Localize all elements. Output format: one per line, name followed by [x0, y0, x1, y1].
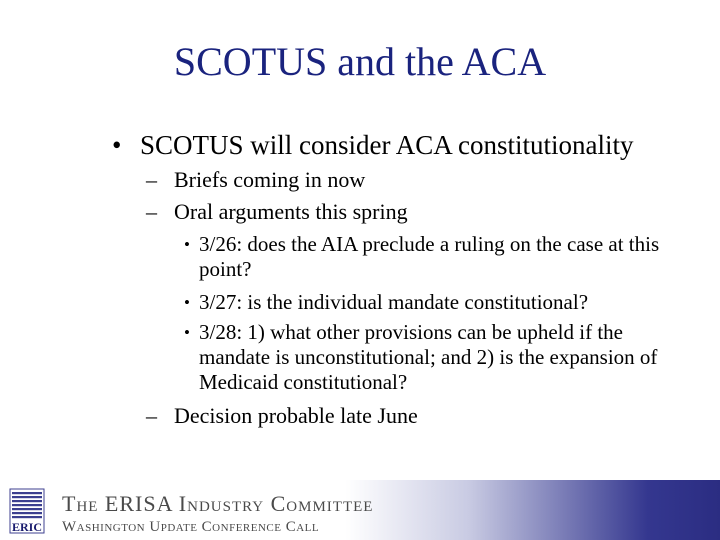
dash-icon: –	[146, 167, 157, 192]
detail-bullet-text: 3/26: does the AIA preclude a ruling on the case at this point?	[199, 232, 660, 281]
dash-icon: –	[146, 199, 157, 224]
eric-logo	[8, 487, 48, 535]
bullet-icon: •	[184, 293, 190, 312]
detail-bullet-text: 3/27: is the individual mandate constitutional?	[199, 290, 589, 314]
bullet-icon: •	[184, 235, 190, 254]
footer-banner	[0, 480, 720, 540]
org-subtitle: Washington Update Conference Call	[62, 519, 320, 535]
org-branding	[62, 492, 373, 536]
slide-title: SCOTUS and the ACA	[173, 39, 547, 84]
bullet-icon: •	[184, 323, 190, 342]
main-bullet-text: SCOTUS will consider ACA constitutionality	[140, 130, 634, 160]
org-name: The ERISA Industry Committee	[62, 491, 374, 516]
bullet-icon: •	[112, 130, 122, 160]
sub-bullet-text: Decision probable late June	[174, 403, 418, 428]
svg-text:ERIC: ERIC	[11, 520, 43, 534]
sub-bullet-text: Oral arguments this spring	[174, 199, 408, 224]
detail-bullet-text: 3/28: 1) what other provisions can be upheld if the mandate is unconstitutional; and 2) is the expansion of Medicaid constitutional?	[199, 320, 658, 394]
dash-icon: –	[146, 403, 157, 428]
sub-bullet-text: Briefs coming in now	[174, 167, 366, 192]
